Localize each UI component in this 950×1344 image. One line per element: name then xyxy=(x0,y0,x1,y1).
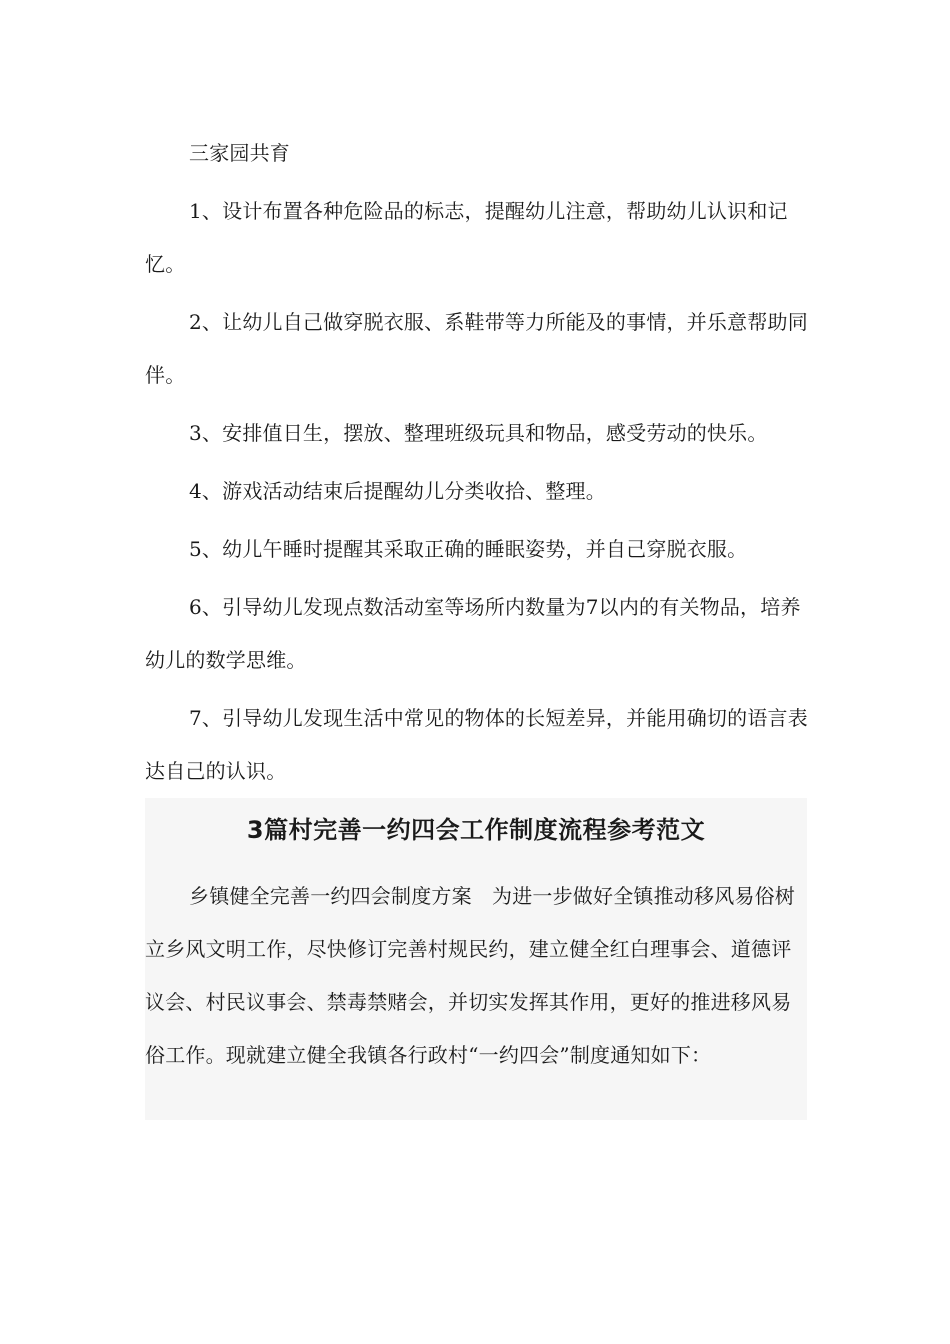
list-item: 1、设计布置各种危险品的标志，提醒幼儿注意，帮助幼儿认识和记忆。 xyxy=(145,199,788,276)
article-title: 3篇村完善一约四会工作制度流程参考范文 xyxy=(246,816,706,844)
home-school-section xyxy=(145,127,810,798)
list-item: 7、引导幼儿发现生活中常见的物体的长短差异，并能用确切的语言表达自己的认识。 xyxy=(145,706,808,783)
list-item: 4、游戏活动结束后提醒幼儿分类收拾、整理。 xyxy=(189,479,606,503)
list-item: 6、引导幼儿发现点数活动室等场所内数量为7以内的有关物品，培养幼儿的数学思维。 xyxy=(145,595,801,672)
article-body xyxy=(145,870,807,1082)
article-block xyxy=(145,798,807,1120)
list-item: 3、安排值日生，摆放、整理班级玩具和物品，感受劳动的快乐。 xyxy=(189,421,768,445)
list-item: 2、让幼儿自己做穿脱衣服、系鞋带等力所能及的事情，并乐意帮助同伴。 xyxy=(145,310,808,387)
list-item: 5、幼儿午睡时提醒其采取正确的睡眠姿势，并自己穿脱衣服。 xyxy=(189,537,748,561)
article-paragraph: 乡镇健全完善一约四会制度方案 为进一步做好全镇推动移风易俗树立乡风文明工作，尽快修订完善村规民约，建立健全红白理事会、道德评议会、村民议事会、禁毒禁赌会，并切实发挥其作用，更好的推进移风易俗工作。现就建立健全我镇各行政村“一约四会”制度通知如下： xyxy=(145,884,795,1067)
section-heading: 三家园共育 xyxy=(189,141,290,165)
